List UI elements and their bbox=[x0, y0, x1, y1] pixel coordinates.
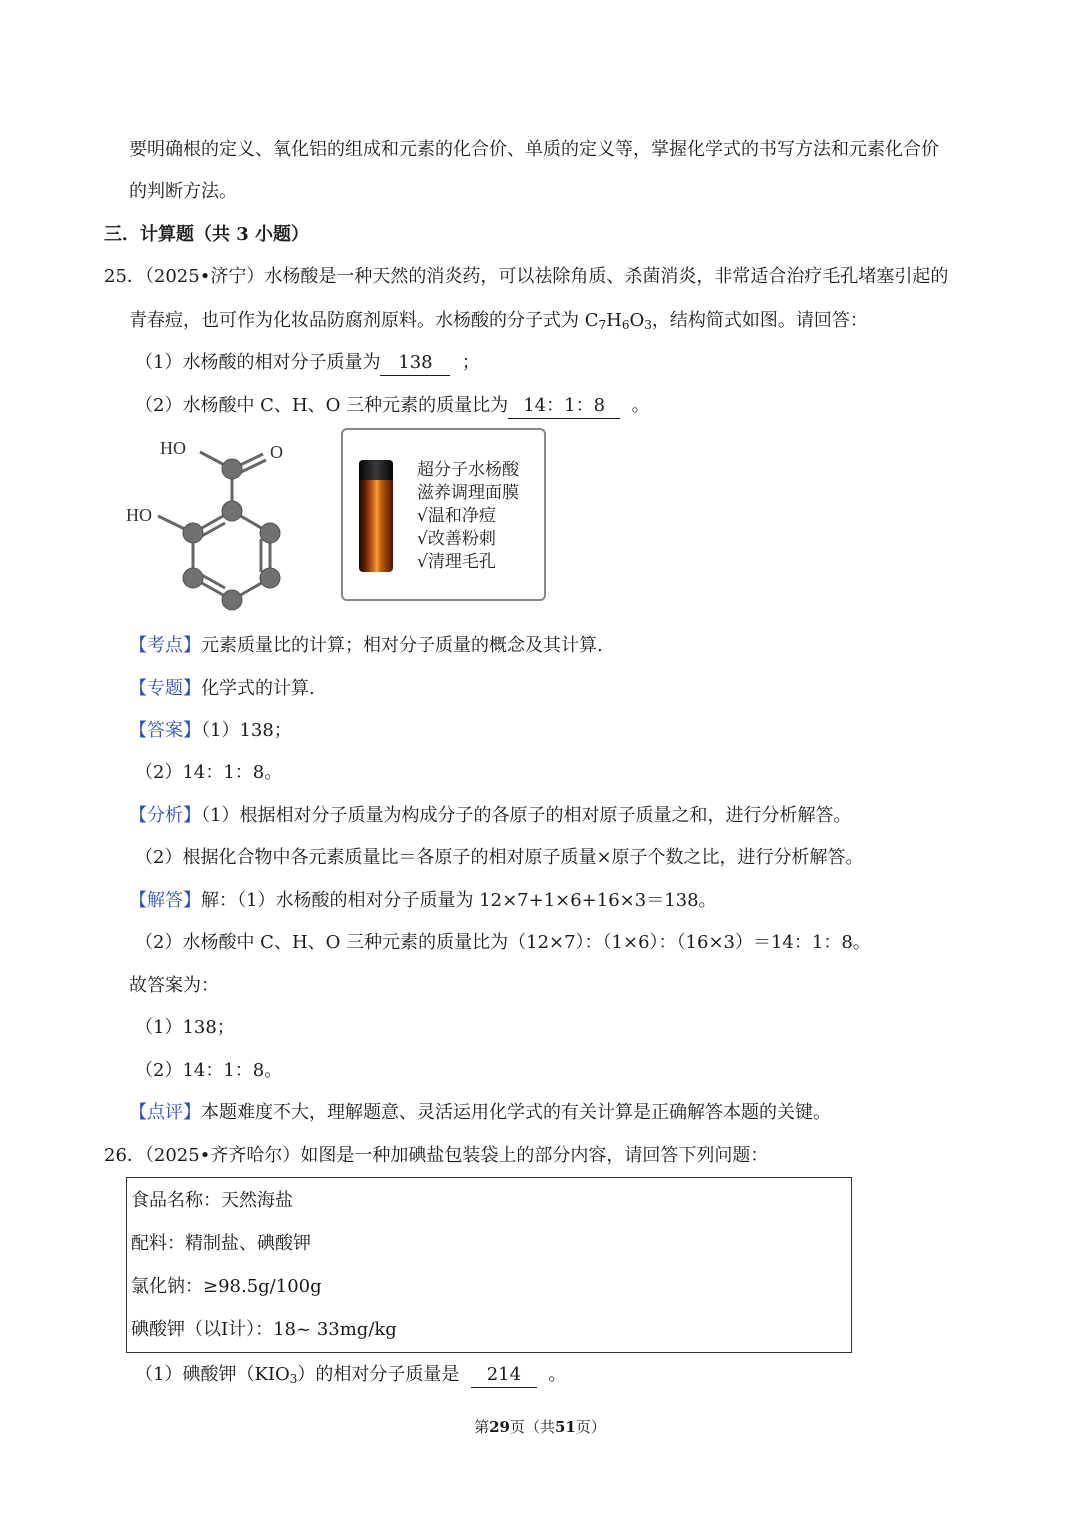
q25-stem-text: 青春痘，也可作为化妆品防腐剂原料。水杨酸的分子式为 C bbox=[129, 310, 599, 331]
kaodian-row bbox=[129, 634, 603, 658]
q25-part-2-text: （2）水杨酸中 C、H、O 三种元素的质量比为 bbox=[135, 395, 509, 416]
q26-part-1-answer: 214 bbox=[471, 1363, 537, 1388]
jieda-row bbox=[129, 889, 717, 913]
formula-o: O bbox=[629, 310, 645, 331]
label-ho-top: HO bbox=[160, 438, 186, 458]
intro-line-1: 要明确根的定义、氧化铝的组成和元素的化合价、单质的定义等，掌握化学式的书写方法和元素化合价 bbox=[129, 139, 939, 160]
serum-bottle-cap bbox=[359, 460, 393, 480]
q25-part-2-end: 。 bbox=[631, 395, 650, 416]
salt-row-1: 食品名称：天然海盐 bbox=[131, 1190, 293, 1211]
dianping-text: 本题难度不大，理解题意、灵活运用化学式的有关计算是正确解答本题的关键。 bbox=[201, 1102, 831, 1123]
q25-part-1-end: ； bbox=[461, 352, 480, 373]
structure-bonds bbox=[158, 452, 270, 600]
salt-row-3: 氯化钠：≥98.5g/100g bbox=[131, 1276, 322, 1297]
daan-text-1: （1）138； bbox=[201, 720, 292, 741]
kaodian-text: 元素质量比的计算；相对分子质量的概念及其计算. bbox=[201, 635, 603, 656]
q25-part-1-answer: 138 bbox=[380, 351, 450, 376]
footer-page: 29 bbox=[489, 1418, 510, 1436]
daan-row bbox=[129, 719, 292, 743]
dianping-row bbox=[129, 1101, 831, 1125]
salt-row-2: 配料：精制盐、碘酸钾 bbox=[131, 1233, 311, 1254]
q25-part-1 bbox=[135, 351, 480, 376]
q25-part-2-answer: 14：1：8 bbox=[508, 394, 620, 419]
product-box bbox=[341, 428, 546, 601]
q25-part-2 bbox=[135, 394, 650, 419]
intro-line-2: 的判断方法。 bbox=[129, 181, 237, 202]
q26-part-1 bbox=[135, 1363, 566, 1388]
q25-part-1-text: （1）水杨酸的相对分子质量为 bbox=[135, 352, 381, 373]
footer-pre: 第 bbox=[474, 1418, 490, 1436]
q26-part-1-mid: ）的相对分子质量是 bbox=[297, 1364, 460, 1385]
page-footer bbox=[0, 1416, 1080, 1438]
kaodian-tag: 【考点】 bbox=[129, 635, 201, 656]
jieda-text-1: 解：（1）水杨酸的相对分子质量为 12×7+1×6+16×3＝138。 bbox=[201, 890, 717, 911]
fenxi-text-1: （1）根据相对分子质量为构成分子的各原子的相对原子质量之和，进行分析解答。 bbox=[201, 805, 852, 826]
salt-label-box bbox=[126, 1177, 852, 1353]
kio3-sub: 3 bbox=[289, 1372, 298, 1386]
guda-row-1: （1）138； bbox=[135, 1017, 235, 1038]
section-title: 三．计算题（共 3 小题） bbox=[104, 224, 310, 245]
product-line-4: √改善粉刺 bbox=[417, 529, 496, 549]
fenxi-row-2: （2）根据化合物中各元素质量比＝各原子的相对原子质量×原子个数之比，进行分析解答。 bbox=[135, 847, 864, 868]
formula-sub-6: 6 bbox=[621, 318, 630, 332]
q26-part-1-end: 。 bbox=[548, 1364, 567, 1385]
guda-row: 故答案为： bbox=[129, 975, 219, 996]
q25-stem-text-end: ，结构简式如图。请回答： bbox=[651, 310, 868, 331]
dianping-tag: 【点评】 bbox=[129, 1102, 201, 1123]
jieda-tag: 【解答】 bbox=[129, 890, 201, 911]
zhuanti-row bbox=[129, 677, 315, 701]
jieda-row-2: （2）水杨酸中 C、H、O 三种元素的质量比为（12×7）：（1×6）：（16×3）＝14：1：8。 bbox=[135, 932, 871, 953]
q25-stem-line-2 bbox=[129, 309, 868, 333]
footer-mid: 页（共 bbox=[509, 1418, 555, 1436]
product-line-5: √清理毛孔 bbox=[417, 552, 496, 572]
formula-h: H bbox=[606, 310, 622, 331]
footer-post: 页） bbox=[575, 1418, 606, 1436]
fenxi-row bbox=[129, 804, 851, 828]
guda-row-2: （2）14：1：8。 bbox=[135, 1060, 283, 1081]
product-line-2: 滋养调理面膜 bbox=[417, 483, 519, 503]
formula-sub-7: 7 bbox=[598, 318, 607, 332]
q26-stem: 26．（2025•齐齐哈尔）如图是一种加碘盐包装袋上的部分内容，请回答下列问题： bbox=[104, 1145, 769, 1166]
product-line-3: √温和净痘 bbox=[417, 506, 496, 526]
label-o: O bbox=[270, 442, 283, 462]
salt-row-4: 碘酸钾（以I计）：18~ 33mg/kg bbox=[131, 1319, 397, 1340]
zhuanti-tag: 【专题】 bbox=[129, 678, 201, 699]
formula-sub-3: 3 bbox=[644, 318, 652, 332]
daan-row-2: （2）14：1：8。 bbox=[135, 762, 283, 783]
q25-stem-line-1: 25．（2025•济宁）水杨酸是一种天然的消炎药，可以祛除角质、杀菌消炎，非常适合治疗毛孔堵塞引起的 bbox=[104, 266, 949, 287]
zhuanti-text: 化学式的计算. bbox=[201, 678, 315, 699]
daan-tag: 【答案】 bbox=[129, 720, 201, 741]
footer-total: 51 bbox=[555, 1418, 576, 1436]
fenxi-tag: 【分析】 bbox=[129, 805, 201, 826]
product-line-1: 超分子水杨酸 bbox=[417, 460, 519, 480]
q26-part-1-text: （1）碘酸钾（KIO bbox=[135, 1364, 290, 1385]
label-ho-left: HO bbox=[126, 505, 152, 525]
salicylic-acid-structure bbox=[120, 430, 320, 620]
